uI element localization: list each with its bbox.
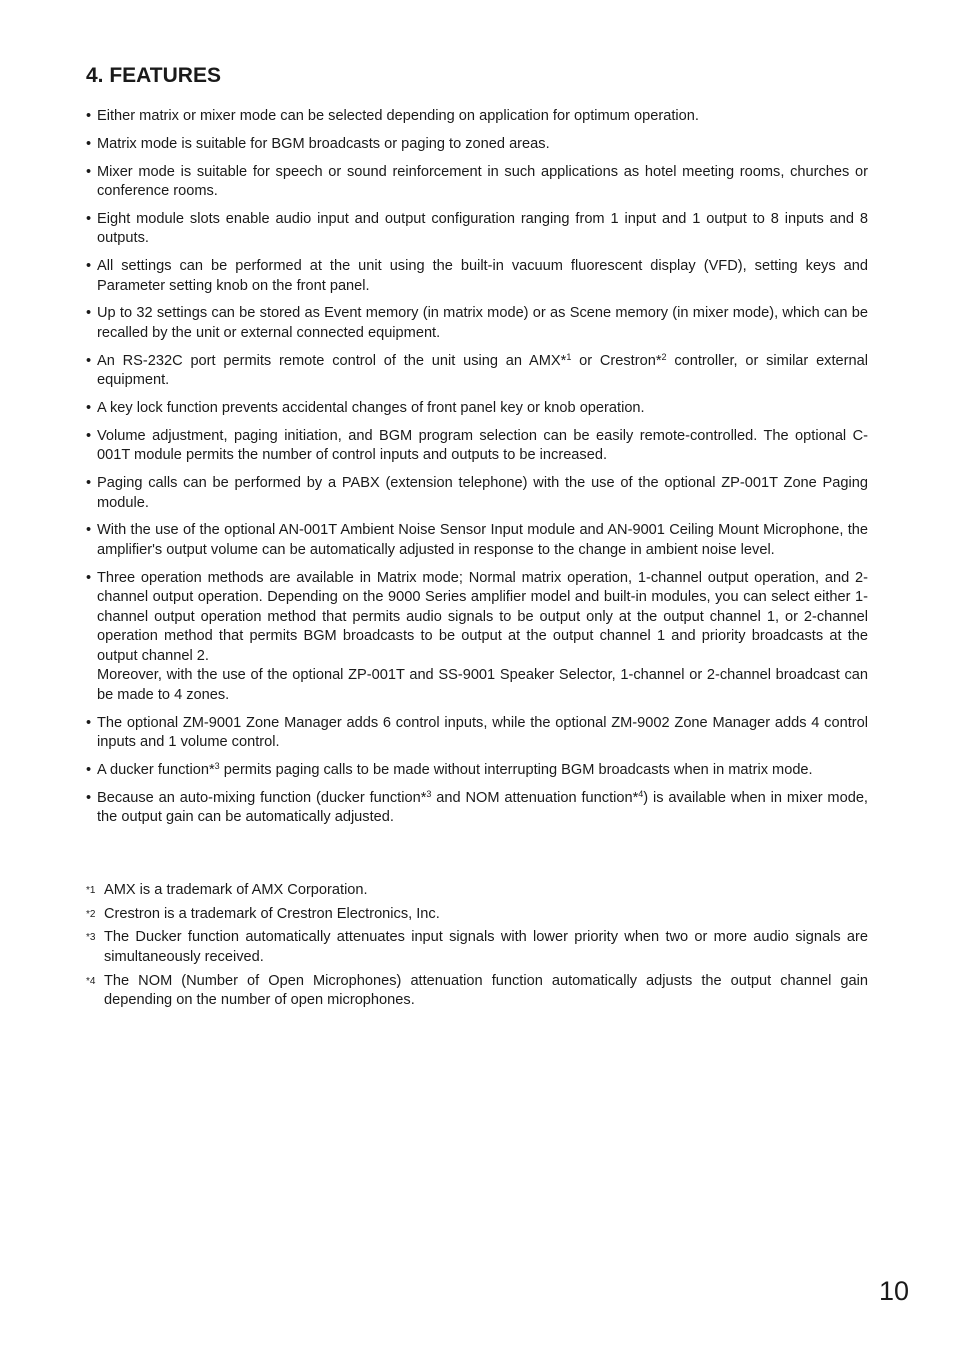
bullet-mark: • [86, 569, 92, 586]
bullet-mark: • [86, 789, 92, 806]
bullet-mark: • [86, 522, 92, 539]
footnote-text: AMX is a trademark of AMX Corporation. [104, 881, 368, 898]
bullet-mark: • [86, 135, 92, 152]
page-number: 10 [878, 1276, 909, 1306]
feature-item [86, 789, 868, 828]
footnote-text: The NOM (Number of Open Microphones) attenuation function automatically adjusts the output channel gain depending on the number of open microphones. [104, 972, 868, 1009]
footnote-ref: 4 [638, 788, 644, 799]
footnote [86, 905, 868, 925]
feature-item [86, 714, 868, 753]
footnote-ref: 1 [566, 351, 572, 362]
bullet-mark: • [86, 258, 92, 275]
feature-text: The optional ZM-9001 Zone Manager adds 6 control inputs, while the optional ZM-9002 Zone Manager adds 4 control inputs and 1 volume control. [97, 714, 868, 751]
bullet-mark: • [86, 761, 92, 778]
feature-item [86, 304, 868, 343]
feature-text-part: An RS-232C port permits remote control of the unit using an AMX* [97, 352, 567, 369]
footnote-asterisk: * [86, 932, 90, 944]
feature-item [86, 107, 868, 127]
bullet-mark: • [86, 475, 92, 492]
feature-paragraph: Moreover, with the use of the optional ZP-001T and SS-9001 Speaker Selector, 1-channel or 2-channel broadcast can be made to 4 zones. [97, 667, 868, 703]
feature-item [86, 135, 868, 155]
bullet-mark: • [86, 427, 92, 444]
feature-text-part: controller, or similar external equipment. [97, 352, 868, 389]
footnote-number: 3 [89, 932, 96, 944]
footnote [86, 881, 868, 901]
feature-item [86, 427, 868, 466]
bullet-mark: • [86, 352, 92, 369]
feature-text: Matrix mode is suitable for BGM broadcasts or paging to zoned areas. [97, 135, 550, 152]
feature-text: Either matrix or mixer mode can be selected depending on application for optimum operation. [97, 108, 699, 124]
footnote-asterisk: * [86, 975, 90, 987]
section-heading: 4. FEATURES [86, 64, 221, 87]
footnote-asterisk: * [86, 884, 90, 896]
footnote-text: The Ducker function automatically attenuates input signals with lower priority when two or more audio signals are simultaneously received. [104, 929, 868, 965]
feature-text: With the use of the optional AN-001T Ambient Noise Sensor Input module and AN-9001 Ceiling Mount Microphone, the amplifier's output volume can be automatically adjusted in response to the change in ambient noise level. [97, 522, 868, 558]
feature-item [86, 352, 868, 391]
feature-item [86, 399, 868, 419]
feature-text-part: or Crestron* [571, 352, 662, 369]
feature-text: All settings can be performed at the unit using the built-in vacuum fluorescent display (VFD), setting keys and Parameter setting knob on the front panel. [97, 258, 868, 294]
footnote-marker [86, 928, 95, 950]
footnote-marker [86, 905, 95, 927]
feature-text: Paging calls can be performed by a PABX (extension telephone) with the use of the optional ZP-001T Zone Paging module. [97, 475, 868, 511]
bullet-mark: • [86, 400, 92, 417]
footnote-ref: 3 [426, 788, 432, 799]
feature-text-part: Because an auto-mixing function (ducker function* [97, 789, 427, 806]
bullet-mark: • [86, 163, 92, 180]
feature-text: Volume adjustment, paging initiation, and BGM program selection can be easily remote-controlled. The optional C-001T module permits the number of control inputs and outputs to be increased. [97, 427, 868, 464]
feature-text-part: permits paging calls to be made without interrupting BGM broadcasts when in matrix mode. [219, 761, 813, 778]
bullet-mark: • [86, 305, 92, 322]
feature-text-part: and NOM attenuation function* [431, 789, 639, 806]
footnotes [86, 881, 868, 1011]
feature-text: Mixer mode is suitable for speech or sound reinforcement in such applications as hotel meeting rooms, churches or conference rooms. [97, 163, 868, 200]
manual-page [86, 62, 868, 1015]
bullet-mark: • [86, 714, 92, 731]
feature-item [86, 257, 868, 296]
footnote-number: 4 [89, 975, 96, 987]
footnote-number: 1 [89, 884, 96, 896]
features-list [86, 107, 868, 828]
feature-item [86, 163, 868, 202]
feature-item [86, 521, 868, 560]
footnote [86, 928, 868, 967]
footnote [86, 972, 868, 1011]
footnote-number: 2 [89, 908, 96, 920]
bullet-mark: • [86, 108, 92, 124]
feature-paragraph: Three operation methods are available in Matrix mode; Normal matrix operation, 1-channel output operation, and 2-channel output operation. Depending on the 9000 Series amplifier model and built-in modules, you can select either 1-channel output operation method that permits audio signals to be output only at the output channel 1, or 2-channel operation method that permits BGM broadcasts to be output at the output channel 1 and priority broadcasts at the output channel 2. [97, 569, 868, 664]
footnote-marker [86, 972, 95, 994]
feature-text: Eight module slots enable audio input and output configuration ranging from 1 input and 1 output to 8 inputs and 8 outputs. [97, 210, 868, 247]
feature-item [86, 761, 868, 781]
feature-text: Up to 32 settings can be stored as Event memory (in matrix mode) or as Scene memory (in mixer mode), which can be recalled by the unit or external connected equipment. [97, 305, 868, 341]
feature-item [86, 569, 868, 706]
footnote-asterisk: * [86, 908, 90, 920]
footnote-ref: 2 [661, 351, 667, 362]
feature-text: A key lock function prevents accidental changes of front panel key or knob operation. [97, 400, 645, 417]
footnote-ref: 3 [214, 760, 220, 771]
bullet-mark: • [86, 210, 92, 227]
feature-text-part: ) is available when in mixer mode, the output gain can be automatically adjusted. [97, 789, 868, 826]
feature-item [86, 474, 868, 513]
footnote-marker [86, 881, 95, 903]
feature-item [86, 210, 868, 249]
feature-text-part: A ducker function* [97, 761, 215, 778]
footnote-text: Crestron is a trademark of Crestron Electronics, Inc. [104, 905, 440, 922]
